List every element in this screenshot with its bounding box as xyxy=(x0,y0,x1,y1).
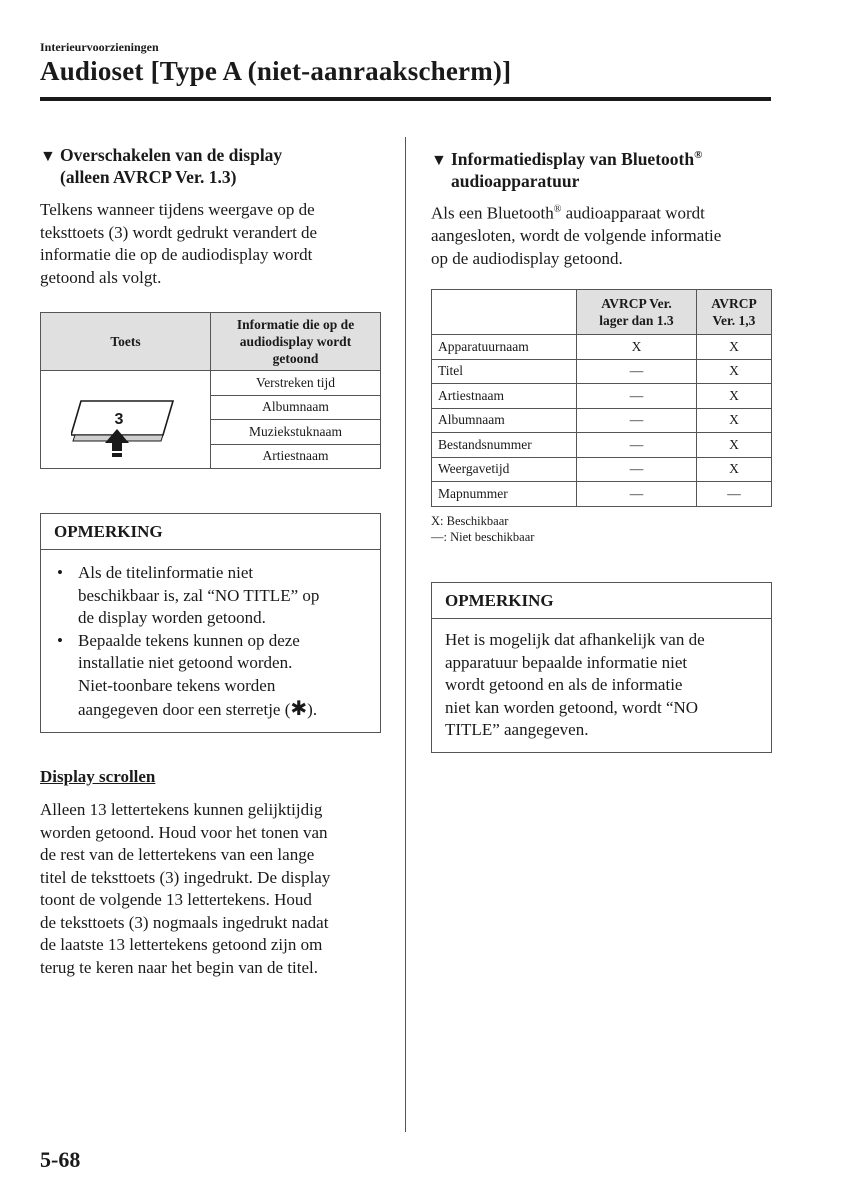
text-line: Niet-toonbare tekens worden xyxy=(78,675,276,695)
display-info-table xyxy=(40,312,381,469)
table-row xyxy=(41,371,381,396)
text-line: informatie die op de audiodisplay wordt xyxy=(40,245,313,264)
text-line: de rest van de lettertekens van een lange xyxy=(40,845,315,864)
table-row: Apparatuurnaam X X xyxy=(432,335,772,360)
asterisk-icon: ✱ xyxy=(290,696,308,720)
right-intro xyxy=(431,199,721,270)
table-row: Mapnummer — — xyxy=(432,482,772,507)
text-line: Alleen 13 lettertekens kunnen gelijktijdig xyxy=(40,800,323,819)
text-line: aangegeven door een sterretje (✱). xyxy=(78,696,318,720)
bullet-dot: • xyxy=(57,563,63,582)
text-line: wordt getoond en als de informatie xyxy=(445,675,683,694)
col-header-avrcp-13: AVRCP Ver. 1,3 xyxy=(697,290,772,335)
text-line: Als een Bluetooth® audioapparaat wordt xyxy=(431,203,705,223)
left-heading-line2: (alleen AVRCP Ver. 1.3) xyxy=(60,167,237,187)
table-legend xyxy=(431,513,534,545)
text-line: titel de teksttoets (3) ingedrukt. De display xyxy=(40,867,331,887)
text-line: terug te keren naar het begin van de titel. xyxy=(40,957,319,977)
triangle-down-icon: ▼ xyxy=(431,151,447,169)
table-row: Titel — X xyxy=(432,359,772,384)
text-line: Als de titelinformatie niet xyxy=(78,563,254,582)
text-line: apparatuur bepaalde informatie niet xyxy=(445,652,688,672)
left-section-heading xyxy=(40,145,282,188)
bullet-dot: • xyxy=(57,630,63,650)
text-line: toont de volgende 13 lettertekens. Houd xyxy=(40,890,312,909)
right-heading-line1: Informatiedisplay van Bluetooth xyxy=(451,148,695,169)
bluetooth-info-table xyxy=(431,289,772,507)
left-note-box xyxy=(40,513,381,733)
key-illustration-cell xyxy=(41,371,211,469)
col-header-empty xyxy=(432,290,577,335)
col-header-avrcp-low: AVRCP Ver. lager dan 1.3 xyxy=(577,290,697,335)
text-line: op de audiodisplay getoond. xyxy=(431,248,623,268)
scroll-text xyxy=(40,799,330,979)
table-row: Albumnaam — X xyxy=(432,408,772,433)
col-header-key: Toets xyxy=(41,313,211,371)
registered-mark: ® xyxy=(694,149,703,161)
text-line: worden getoond. Houd voor het tonen van xyxy=(40,822,328,842)
table-header-row xyxy=(432,290,772,335)
info-value: Albumnaam xyxy=(211,395,381,420)
info-value: Muziekstuknaam xyxy=(211,420,381,445)
note-body xyxy=(41,550,380,732)
section-label: Interieurvoorzieningen xyxy=(40,40,159,54)
text-line: Telkens wanneer tijdens weergave op de xyxy=(40,200,315,219)
triangle-down-icon: ▼ xyxy=(40,148,56,165)
press-arrow-icon xyxy=(105,429,129,457)
list-item xyxy=(54,562,367,630)
table-row: Weergavetijd — X xyxy=(432,457,772,482)
right-heading-line2: audioapparatuur xyxy=(451,170,580,191)
text-line: aangesloten, wordt de volgende informatie xyxy=(431,226,722,246)
note-body xyxy=(432,619,771,752)
left-intro xyxy=(40,199,317,289)
page-title: Audioset [Type A (niet-aanraakscherm)] xyxy=(40,56,512,86)
table-header-row xyxy=(41,313,381,371)
scroll-heading: Display scrollen xyxy=(40,767,156,786)
header-rule xyxy=(40,97,771,101)
page-number: 5-68 xyxy=(40,1147,81,1172)
key-label: 3 xyxy=(114,410,123,428)
text-line: installatie niet getoond worden. xyxy=(78,653,293,672)
table-row: Artiestnaam — X xyxy=(432,384,772,409)
note-title: OPMERKING xyxy=(41,514,380,550)
note-title: OPMERKING xyxy=(432,583,771,619)
left-heading-line1: Overschakelen van de display xyxy=(60,145,283,165)
info-value: Artiestnaam xyxy=(211,444,381,469)
text-key-illustration xyxy=(71,389,181,459)
list-item xyxy=(54,630,367,722)
text-line: de teksttoets (3) nogmaals ingedrukt nadat xyxy=(40,912,329,932)
right-section-heading xyxy=(431,145,702,192)
table-row: Bestandsnummer — X xyxy=(432,433,772,458)
info-value: Verstreken tijd xyxy=(211,371,381,396)
legend-unavailable: —: Niet beschikbaar xyxy=(431,530,535,544)
text-line: getoond als volgt. xyxy=(40,267,162,287)
text-line: Bepaalde tekens kunnen op deze xyxy=(78,630,300,650)
col-header-info: Informatie die op de audiodisplay wordt getoond xyxy=(211,313,381,371)
text-line: beschikbaar is, zal “NO TITLE” op xyxy=(78,585,320,605)
legend-available: X: Beschikbaar xyxy=(431,514,509,528)
column-divider xyxy=(405,137,406,1132)
text-line: Het is mogelijk dat afhankelijk van de xyxy=(445,630,705,649)
text-line: de laatste 13 lettertekens getoond zijn om xyxy=(40,935,323,954)
text-line: teksttoets (3) wordt gedrukt verandert de xyxy=(40,222,318,242)
text-line: de display worden getoond. xyxy=(78,608,266,627)
right-note-box xyxy=(431,582,772,753)
text-line: TITLE” aangegeven. xyxy=(445,720,589,739)
text-line: niet kan worden getoond, wordt “NO xyxy=(445,697,699,717)
